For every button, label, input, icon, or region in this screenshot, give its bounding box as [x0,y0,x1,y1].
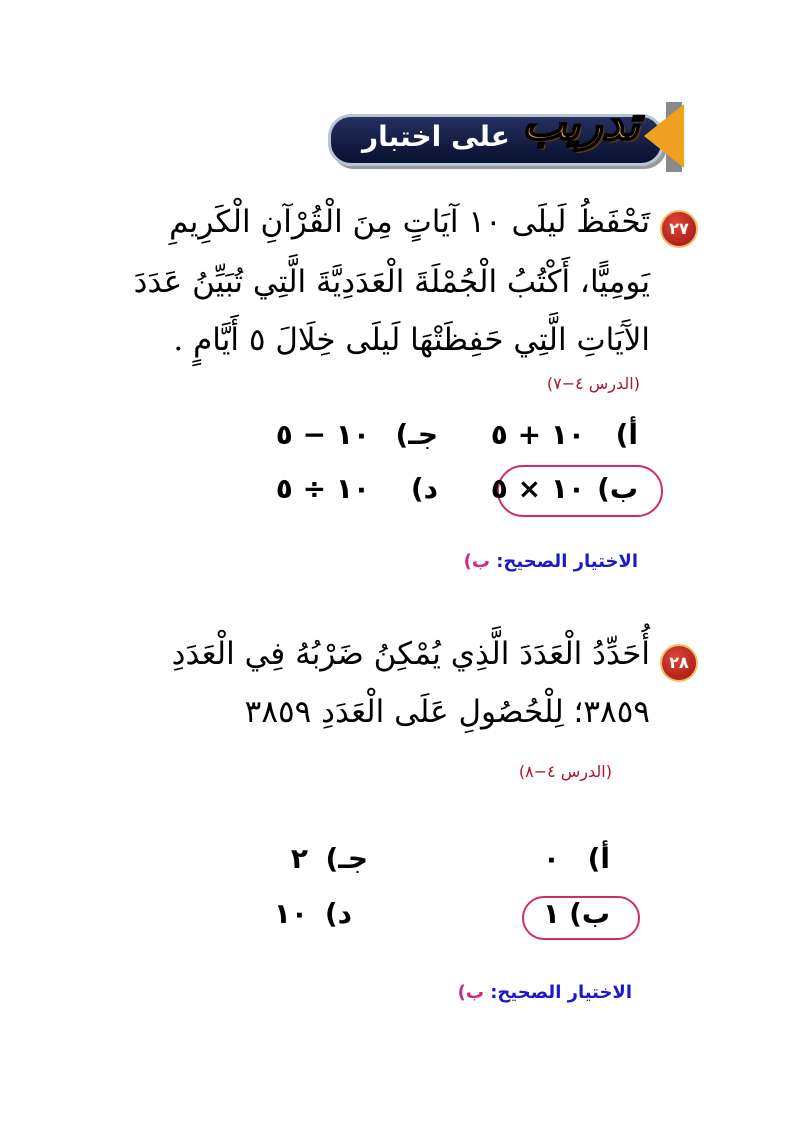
question-text-line: الآَيَاتِ الَّتِي حَفِظَتْهَا لَيلَى خِلَالَ ٥ أَيَّامٍ . [173,322,650,358]
question-number-badge: ٢٨ [660,644,698,682]
lesson-reference: (الدرس ٤−٧) [546,374,640,393]
option-b-key: ب) [597,472,638,505]
option-d-value: ١٠ [273,897,308,930]
option-a-key: أ) [587,842,610,875]
option-d-value: ١٠ ÷ ٥ [275,472,370,505]
question-number-badge: ٢٧ [660,210,698,248]
option-c-key: جـ) [395,418,438,451]
option-b-value: ١٠ × ٥ [490,472,585,505]
option-c-value: ٢ [290,842,308,875]
option-b-key: ب) [569,897,610,930]
banner-subtitle: على اختبار [362,120,510,153]
option-a-value: ٠ [542,842,560,875]
correct-answer-line [458,982,632,1003]
correct-answer-value: ب) [463,551,490,572]
option-a-value: ١٠ + ٥ [490,418,585,451]
correct-answer-value: ب) [457,982,484,1003]
option-a-key: أ) [615,418,638,451]
question-text-line: يَومِيًّا، أَكْتُبُ الْجُمْلَةَ الْعَدَدِيَّةَ الَّتِي تُبَيِّنُ عَدَدَ [133,264,650,300]
option-c-value: ١٠ − ٥ [275,418,370,451]
correct-answer-label: الاختيار الصحيح: [496,551,638,572]
question-text-line: ٣٨٥٩؛ لِلْحُصُولِ عَلَى الْعَدَدِ ٣٨٥٩ [244,694,650,730]
option-d-key: د) [324,897,352,930]
correct-answer-line [464,551,638,572]
option-d-key: د) [410,472,438,505]
banner-arrow-icon [644,104,684,168]
question-text-line: تَحْفَظُ لَيلَى ١٠ آيَاتٍ مِنَ الْقُرْآنِ الْكَرِيمِ [169,204,650,240]
option-c-key: جـ) [325,842,368,875]
question-text-line: أُحَدِّدُ الْعَدَدَ الَّذِي يُمْكِنُ ضَرْبُهُ فِي الْعَدَدِ [171,636,650,672]
lesson-reference: (الدرس ٤−٨) [518,762,612,781]
section-banner [322,92,692,182]
banner-title: تدريب [522,96,640,150]
option-b-value: ١ [542,897,560,930]
correct-answer-label: الاختيار الصحيح: [490,982,632,1003]
